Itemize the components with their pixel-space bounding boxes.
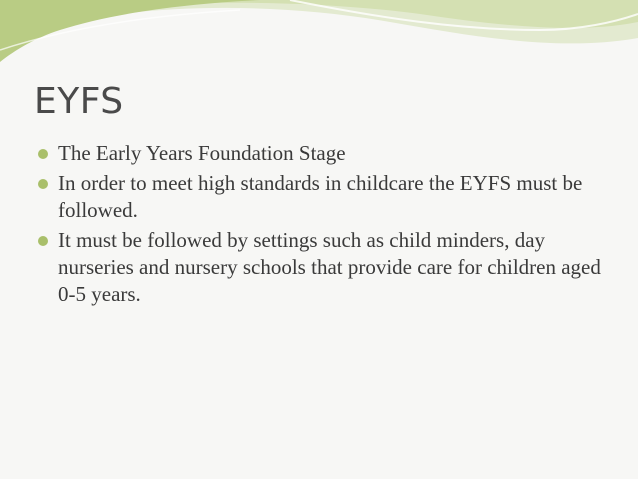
- header-wave-decoration: [0, 0, 638, 80]
- bullet-text: It must be followed by settings such as child minders, day nurseries and nursery schools that provide care for children aged 0-5 years.: [58, 228, 601, 306]
- wave-dark-band: [0, 0, 260, 62]
- bullet-text: The Early Years Foundation Stage: [58, 141, 346, 165]
- bullet-item: [38, 140, 608, 167]
- bullet-item: [38, 227, 608, 308]
- bullet-dot-icon: [38, 236, 48, 246]
- bullet-item: [38, 170, 608, 224]
- slide-title: EYFS: [34, 81, 124, 122]
- bullet-list: [38, 140, 608, 311]
- bullet-dot-icon: [38, 179, 48, 189]
- bullet-dot-icon: [38, 149, 48, 159]
- bullet-text: In order to meet high standards in childcare the EYFS must be followed.: [58, 171, 583, 222]
